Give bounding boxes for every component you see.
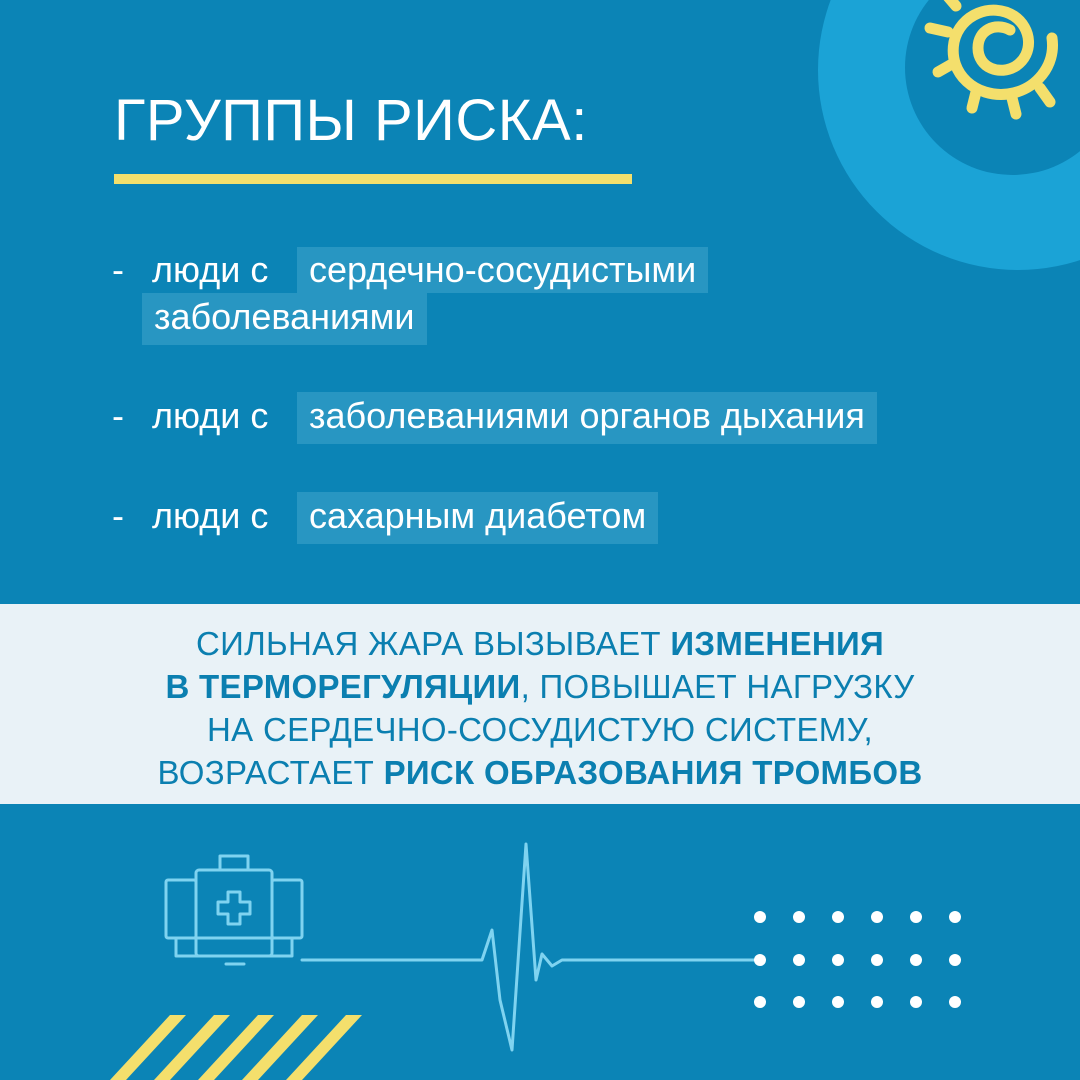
list-bullet: - <box>112 395 124 436</box>
banner-text-normal: , ПОВЫШАЕТ НАГРУЗКУ <box>520 668 915 705</box>
risk-item-prefix: люди с <box>152 395 269 436</box>
dot-grid-decoration <box>748 905 978 1015</box>
info-banner-text <box>0 622 1080 794</box>
medical-kit-icon <box>166 856 302 964</box>
risk-item-prefix: люди с <box>152 495 269 536</box>
warning-stripes-decoration <box>110 1015 390 1080</box>
banner-text-bold: В ТЕРМОРЕГУЛЯЦИИ <box>165 668 521 705</box>
banner-text-bold: ИЗМЕНЕНИЯ <box>670 625 885 662</box>
list-bullet: - <box>112 249 124 290</box>
risk-item-highlight-continued: заболеваниями <box>142 293 427 345</box>
risk-item-highlight: сахарным диабетом <box>297 492 658 544</box>
banner-text-normal: ВОЗРАСТАЕТ <box>157 754 384 791</box>
list-bullet: - <box>112 495 124 536</box>
banner-text-normal: СИЛЬНАЯ ЖАРА ВЫЗЫВАЕТ <box>195 625 671 662</box>
banner-text-bold: РИСК ОБРАЗОВАНИЯ ТРОМБОВ <box>383 754 923 791</box>
page-title: ГРУППЫ РИСКА: <box>114 88 588 153</box>
risk-item-highlight: сердечно-сосудистыми <box>297 247 708 293</box>
risk-item-highlight: заболеваниями органов дыхания <box>297 392 877 444</box>
risk-item-prefix: люди с <box>152 249 269 290</box>
banner-text-normal: НА СЕРДЕЧНО-СОСУДИСТУЮ СИСТЕМУ, <box>207 711 873 748</box>
